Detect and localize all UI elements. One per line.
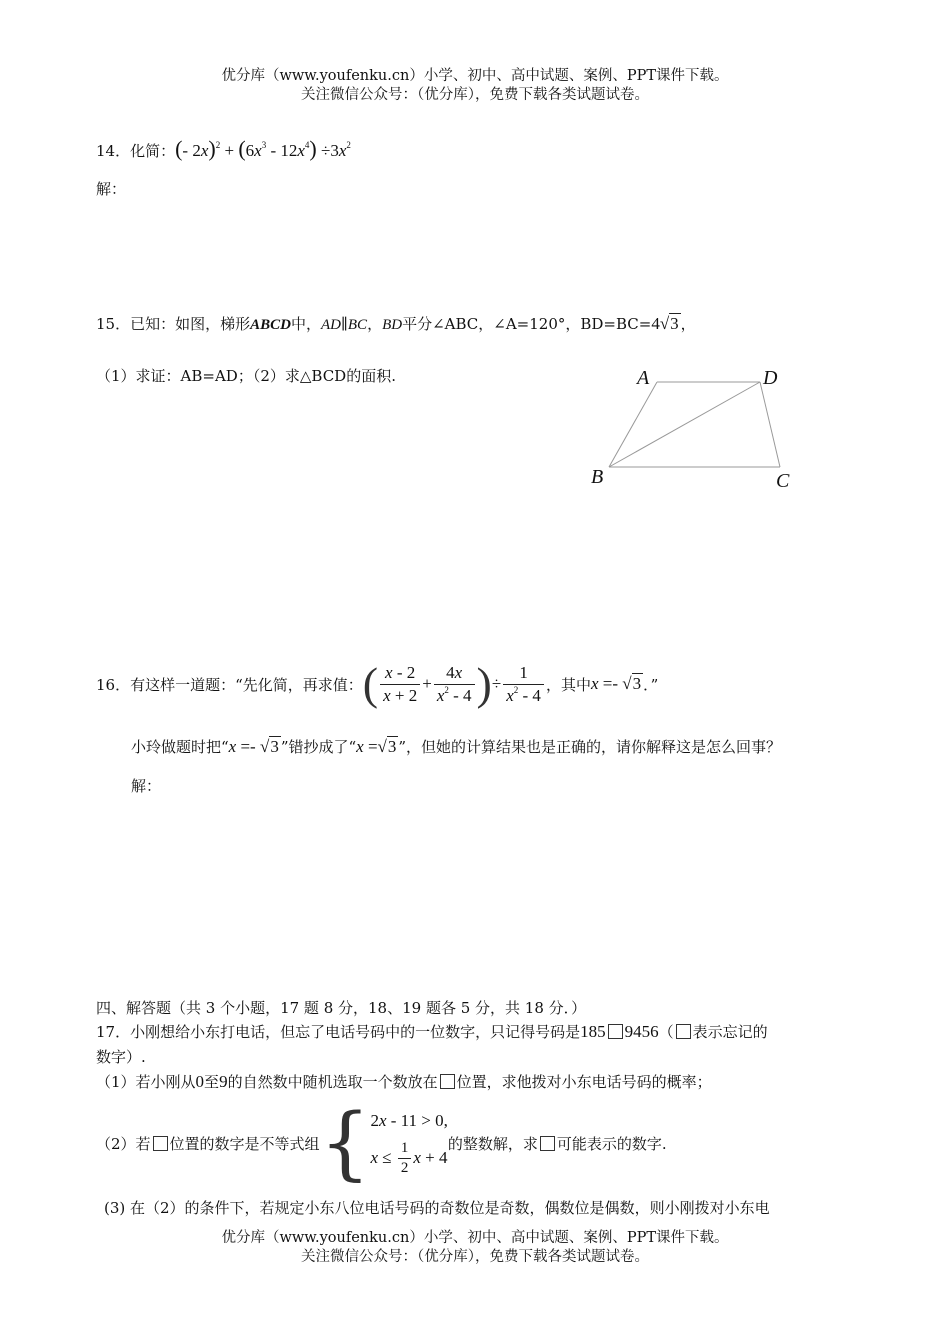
footer-line-1: 优分库（www.youfenku.cn）小学、初中、高中试题、案例、PPT课件下载。: [221, 1230, 729, 1246]
q15-coef: 4: [651, 314, 660, 333]
q16-cond: ，其中: [545, 675, 591, 694]
edge-dc: [760, 382, 780, 467]
blank-box: [608, 1024, 623, 1039]
label-a: A: [637, 367, 650, 389]
q16-cond-end: ．”: [643, 675, 659, 694]
left-paren: (: [362, 658, 379, 709]
q17-p2-d: 可能表示的数字.: [556, 1134, 667, 1153]
q15-mid: 中，: [290, 315, 321, 333]
sqrt-symbol: √3: [622, 674, 642, 693]
q16-line2-b: ”错抄成了“: [280, 738, 357, 756]
q16-line2-a: 小玲做题时把“: [131, 738, 229, 756]
fraction-2: $\frac{4x}{x^2 - 4}$: [434, 664, 475, 705]
inequality-1: 2x - 11 > 0,: [370, 1110, 448, 1130]
q15-radical: [651, 314, 680, 333]
q16-original-value: x =- √3: [228, 737, 279, 756]
q14-prefix: 14．化简：: [96, 142, 176, 160]
q16-prefix: 16．有这样一道题：“先化简，再求值：: [96, 675, 363, 694]
inequality-system: [370, 1111, 447, 1176]
q17-zero: 0: [195, 1072, 205, 1091]
q14-expression: (- $2x)^2 + (6x^3 - 12x^4) \div 3x^2$: [175, 136, 351, 161]
q15-end: ，: [680, 315, 696, 333]
q17-line1-c: 表示忘记的: [692, 1023, 768, 1041]
q17-p1-d: 位置，求他拨对小东电话号码的概率；: [456, 1073, 712, 1091]
blank-box: [676, 1024, 691, 1039]
question-16: [96, 658, 658, 710]
sqrt-symbol: √3: [659, 314, 679, 333]
footer-line-2: 关注微信公众号：（优分库），免费下载各类试题试卷。: [301, 1249, 649, 1265]
blank-box: [153, 1136, 168, 1151]
sqrt-symbol: √3: [377, 737, 397, 756]
q16-line-2: [131, 736, 781, 757]
q17-line-1: [96, 1021, 768, 1042]
q17-nine: 9: [219, 1072, 228, 1091]
q15-bd: BD: [382, 317, 403, 333]
q15-subquestions: （1）求证：AB=AD；（2）求△BCD的面积.: [96, 367, 396, 385]
fraction-1: $\frac{x - 2}{x + 2}$: [380, 664, 420, 705]
q17-number-a: 185: [580, 1022, 606, 1041]
q17-line1-a: 17．小刚想给小东打电话，但忘了电话号码中的一位数字，只记得号码是: [96, 1023, 581, 1041]
q17-number-b: 9456: [624, 1022, 659, 1041]
section-4-title: 四、解答题（共 3 个小题，17 题 8 分，18、19 题各 5 分，共 18 分．）: [96, 999, 587, 1017]
q17-part-3: (3) 在（2）的条件下，若规定小东八位电话号码的奇数位是奇数，偶数位是偶数，则小刚拨对小东电: [104, 1199, 770, 1217]
diagonal-bd: [609, 382, 760, 467]
label-d: D: [763, 367, 778, 389]
q16-line2-c: ”，但她的计算结果也是正确的，请你解释这是怎么回事？: [398, 738, 782, 756]
right-paren: ): [476, 658, 492, 709]
header-line-1: 优分库（www.youfenku.cn）小学、初中、高中试题、案例、PPT课件下载。: [221, 68, 729, 84]
label-c: C: [776, 470, 790, 492]
fraction-3: $\frac{1}{x^2 - 4}$: [503, 664, 544, 705]
q17-part-2: [96, 1096, 667, 1189]
q17-part-1: [96, 1071, 712, 1092]
q17-p2-a: （2）若: [96, 1134, 151, 1153]
q15-condition-1: AD∥BC: [320, 317, 368, 333]
label-b: B: [591, 466, 604, 488]
q17-p2-c: 的整数解，求: [447, 1134, 538, 1153]
q17-p2-b: 位置的数字是不等式组: [169, 1134, 320, 1153]
q17-p1-c: 的自然数中随机选取一个数放在: [227, 1073, 438, 1091]
q14-answer-label: 解：: [96, 180, 127, 198]
q15-condition-2: 平分∠ABC，∠A=120°，BD=BC=: [402, 315, 652, 333]
q17-line-2: 数字）.: [96, 1048, 146, 1066]
q15-sep: ，: [367, 315, 383, 333]
question-15: [96, 313, 696, 334]
sqrt-symbol: √3: [259, 737, 279, 756]
edge-ab: [609, 382, 657, 467]
q16-answer-label: 解：: [131, 777, 162, 795]
trapezoid-figure: [580, 360, 820, 500]
q16-expression: ( $\frac{x - 2}{x + 2}$ + $\frac{4x}{x^2 - 4}$ ) ÷ $\frac{1}{x^2 - 4}$: [363, 661, 546, 707]
question-14: [96, 136, 351, 162]
q17-line1-b: （: [658, 1023, 674, 1041]
inequality-2: x ≤ $\frac{1}{2}$ x + 4: [370, 1139, 448, 1176]
system-brace: {: [319, 1096, 371, 1189]
q15-trapezoid-name: ABCD: [250, 317, 291, 333]
q17-p1-a: （1）若小刚从: [96, 1073, 196, 1091]
q16-copied-value: x =√3: [356, 737, 397, 756]
q17-p1-b: 至: [204, 1073, 220, 1091]
q16-x-value: x =- √3: [590, 674, 642, 693]
q15-radicand: 3: [670, 314, 679, 333]
q15-prefix: 15．已知：如图，梯形: [96, 315, 251, 333]
blank-box: [440, 1074, 455, 1089]
blank-box: [540, 1136, 555, 1151]
header-line-2: 关注微信公众号：（优分库），免费下载各类试题试卷。: [301, 87, 649, 103]
